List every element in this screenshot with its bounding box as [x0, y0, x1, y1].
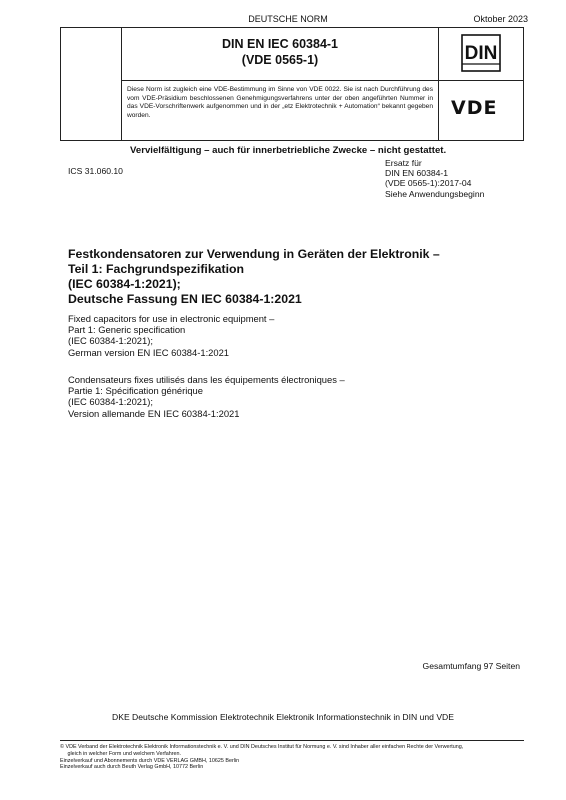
french-title-line: Version allemande EN IEC 60384-1:2021 — [68, 407, 240, 419]
english-title-line: Part 1: Generic specification — [68, 324, 186, 336]
english-title-line: Fixed capacitors for use in electronic equipment – — [68, 313, 275, 324]
total-pages: Gesamtumfang 97 Seiten — [422, 661, 520, 671]
title-block — [60, 27, 524, 141]
norm-type-label: DEUTSCHE NORM — [248, 14, 328, 24]
ics-code: ICS 31.060.10 — [68, 166, 123, 176]
footer-line: Einzelverkauf auch durch Beuth Verlag GmbH, 10772 Berlin — [60, 764, 204, 771]
frame-divider-horizontal — [121, 80, 523, 81]
din-logo-icon — [461, 34, 501, 72]
footer-divider — [60, 740, 524, 741]
english-title-line: (IEC 60384-1:2021); — [68, 335, 153, 347]
german-title-line: Festkondensatoren zur Verwendung in Geräten der Elektronik – — [68, 247, 440, 261]
replacement-line: Ersatz für — [385, 158, 422, 168]
committee-line: DKE Deutsche Kommission Elektrotechnik Elektronik Informationstechnik in DIN und VDE — [112, 712, 454, 722]
german-title-line: Deutsche Fassung EN IEC 60384-1:2021 — [68, 292, 302, 306]
replacement-line: DIN EN 60384-1 — [385, 168, 449, 179]
publication-date: Oktober 2023 — [473, 14, 528, 24]
replacement-info — [385, 158, 484, 199]
french-title — [68, 374, 508, 419]
copyright-footer — [60, 744, 530, 771]
reproduction-notice: Vervielfältigung – auch für innerbetriebliche Zwecke – nicht gestattet. — [130, 145, 447, 156]
french-title-line: Partie 1: Spécification générique — [68, 385, 203, 397]
german-title — [68, 247, 508, 307]
german-title-line: Teil 1: Fachgrundspezifikation — [68, 262, 245, 276]
footer-line: © VDE Verband der Elektrotechnik Elektronik Informationstechnik e. V. und DIN Deutsches Institut für Normung e. V. sind Inhaber aller einfachen Rechte der Verwertung, — [60, 744, 464, 750]
english-title-line: German version EN IEC 60384-1:2021 — [68, 346, 230, 358]
vde-note: Diese Norm ist zugleich eine VDE-Bestimmung im Sinne von VDE 0022. Sie ist nach Durchführung des vom VDE-Präsidium beschlossenen Genehmigungsverfahrens unter der oben angeführten Nummer in das VDE-Vorschriftenwerk aufgenommen und in der „etz Elektrotechnik + Automation“ bekannt gegeben worden. — [127, 86, 433, 119]
vde-logo-icon: VDE — [451, 97, 498, 119]
frame-divider-right — [438, 28, 439, 140]
replacement-line: (VDE 0565-1):2017-04 — [385, 178, 472, 189]
replacement-line: Siehe Anwendungsbeginn — [385, 188, 485, 199]
french-title-line: (IEC 60384-1:2021); — [68, 396, 153, 408]
din-logo-text: DIN — [464, 43, 498, 64]
standard-number-line2: (VDE 0565-1) — [241, 53, 319, 67]
english-title — [68, 313, 508, 358]
standard-number-line1: DIN EN IEC 60384-1 — [221, 37, 339, 51]
footer-line: gleich in welcher Form und welchem Verfahren. — [60, 750, 182, 757]
german-title-line: (IEC 60384-1:2021); — [68, 277, 181, 291]
footer-line: Einzelverkauf und Abonnements durch VDE VERLAG GMBH, 10625 Berlin — [60, 757, 240, 764]
standard-number — [122, 36, 438, 68]
french-title-line: Condensateurs fixes utilisés dans les équipements électroniques – — [68, 374, 345, 385]
